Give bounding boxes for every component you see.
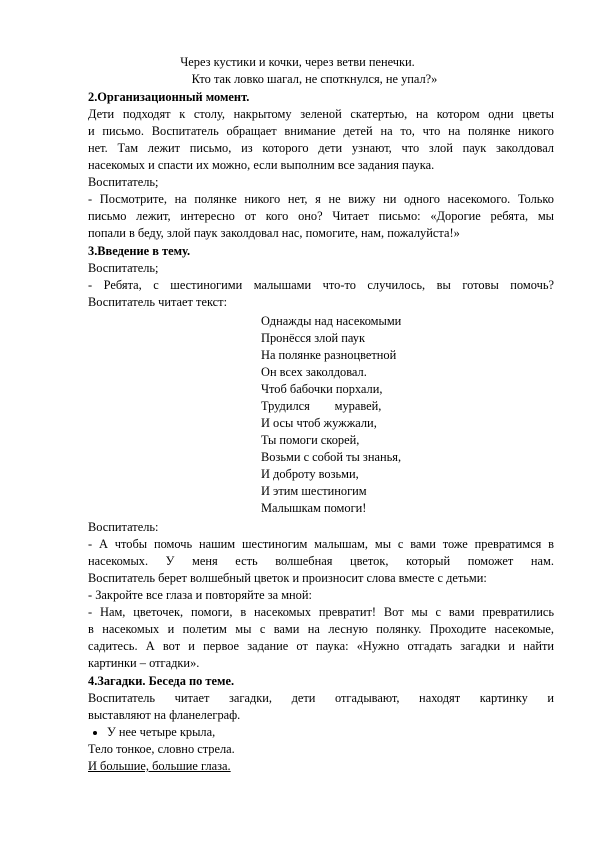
paragraph-line: нет. Там лежит письмо, из которого дети узнают, что злой паук заколдовал [88, 141, 554, 155]
paragraph-line: - Ребята, с шестиногими малышами что-то случилось, вы готовы помочь? [88, 278, 554, 292]
paragraph-line: выставляют на фланелеграф. [88, 708, 241, 722]
poem-line: Он всех заколдовал. [261, 365, 367, 379]
epigraph-line-2: Кто так ловко шагал, не споткнулся, не упал?» [191, 72, 438, 86]
speech-line: письмо лежит, интересно от кого оно? Читает письмо: «Дорогие ребята, мы [88, 209, 554, 223]
paragraph-line: - А чтобы помочь нашим шестиногим малышам, мы с вами тоже превратимся в [88, 537, 554, 551]
paragraph-line: насекомых. У меня есть волшебная цветок, который поможет нам. [88, 554, 554, 568]
poem-line: Пронёсся злой паук [261, 331, 365, 345]
riddle-line: Тело тонкое, словно стрела. [88, 742, 235, 756]
speaker-label: Воспитатель; [88, 175, 159, 189]
poem-line: Чтоб бабочки порхали, [261, 382, 383, 396]
poem-line: Трудился муравей, [261, 399, 382, 413]
section-heading-intro: 3.Введение в тему. [88, 244, 191, 258]
epigraph-line-1: Через кустики и кочки, через ветви пенечки. [180, 55, 415, 69]
poem-line: И этим шестиногим [261, 484, 367, 498]
paragraph-line: - Закройте все глаза и повторяйте за мной: [88, 588, 312, 602]
speaker-label: Воспитатель: [88, 520, 159, 534]
bullet-icon [93, 731, 97, 735]
poem-line: Малышкам помоги! [261, 501, 367, 515]
paragraph-line: садитесь. А вот и первое задание от паука: «Нужно отгадать загадки и найти [88, 639, 554, 653]
paragraph-line: в насекомых и полетим мы с вами на лесную полянку. Проходите насекомые, [88, 622, 554, 636]
paragraph-line: Воспитатель читает текст: [88, 295, 228, 309]
paragraph-line: и письмо. Воспитатель обращает внимание детей на то, что на полянке никого [88, 124, 554, 138]
poem-line: И доброту возьми, [261, 467, 359, 481]
paragraph-line: - Нам, цветочек, помоги, в насекомых превратит! Вот мы с вами превратились [88, 605, 554, 619]
section-heading-riddles: 4.Загадки. Беседа по теме. [88, 674, 235, 688]
paragraph-line: насекомых и спасти их можно, если выполним все задания паука. [88, 158, 435, 172]
paragraph-line: картинки – отгадки». [88, 656, 200, 670]
poem-line: Возьми с собой ты знанья, [261, 450, 402, 464]
paragraph-line: Дети подходят к столу, накрытому зеленой скатертью, на котором одни цветы [88, 107, 554, 121]
poem-line: На полянке разноцветной [261, 348, 397, 362]
poem-line: Однажды над насекомыми [261, 314, 402, 328]
paragraph-line: Воспитатель читает загадки, дети отгадывают, находят картинку и [88, 691, 554, 705]
speech-line: - Посмотрите, на полянке никого нет, я не вижу ни одного насекомого. Только [88, 192, 554, 206]
paragraph-line: Воспитатель берет волшебный цветок и произносит слова вместе с детьми: [88, 571, 487, 585]
riddle-line: И большие, большие глаза. [88, 759, 231, 773]
speech-line: попали в беду, злой паук заколдовал нас, помогите, нам, пожалуйста!» [88, 226, 460, 240]
poem-line: И осы чтоб жужжали, [261, 416, 377, 430]
section-heading-organization: 2.Организационный момент. [88, 90, 250, 104]
speaker-label: Воспитатель; [88, 261, 159, 275]
bullet-item: У нее четыре крыла, [107, 725, 216, 739]
poem-line: Ты помоги скорей, [261, 433, 360, 447]
